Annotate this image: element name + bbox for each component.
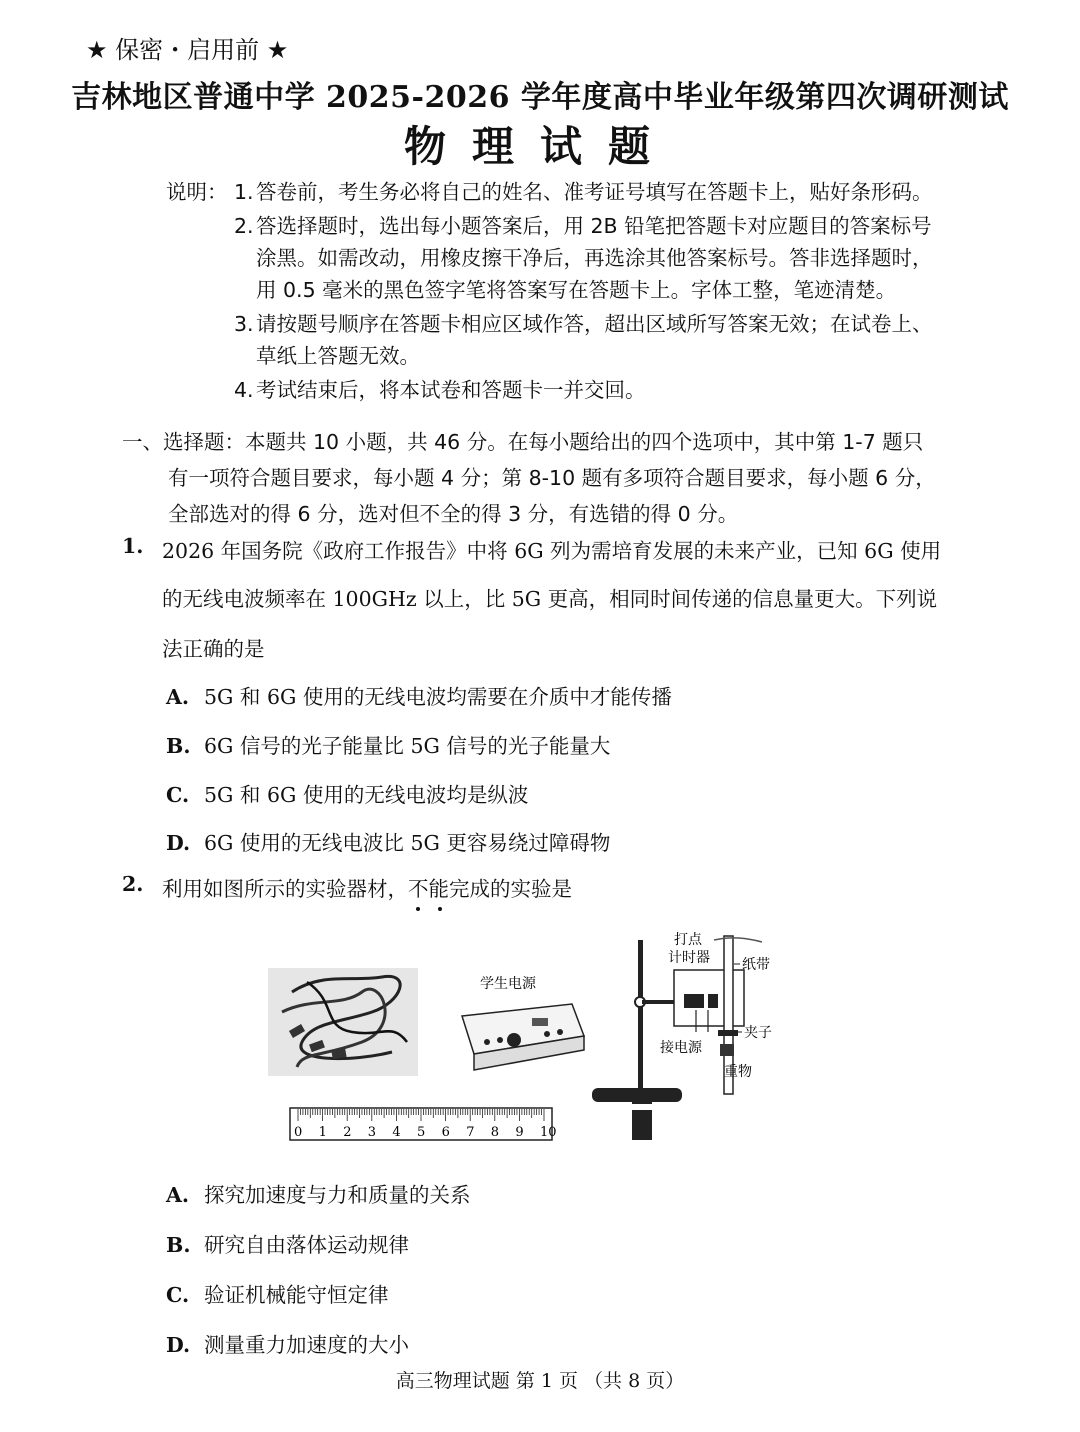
instruction-text: 考试结束后，将本试卷和答题卡一并交回。 — [256, 378, 646, 402]
ruler-tick-label: 5 — [417, 1125, 426, 1140]
instructions-lead: 说明： — [166, 180, 228, 204]
option-a: A. 探究加速度与力和质量的关系 — [166, 1183, 471, 1207]
question-text: 的无线电波频率在 100GHz 以上，比 5G 更高，相同时间传递的信息量更大。下列说 — [162, 587, 938, 611]
power-connection-label: 接电源 — [660, 1040, 702, 1056]
ruler — [290, 1108, 557, 1140]
section-line: 一、选择题：本题共 10 小题，共 46 分。在每小题给出的四个选项中，其中第 1-7 题只 — [122, 430, 924, 454]
ruler-tick-label: 9 — [515, 1125, 524, 1140]
instruction-text: 答选择题时，选出每小题答案后，用 2B 铅笔把答题卡对应题目的答案标号 — [256, 214, 932, 238]
subject-title: 物理试题 — [403, 122, 676, 171]
question-number: 1. — [122, 534, 144, 558]
ruler-tick-label: 6 — [441, 1125, 450, 1140]
ruler-tick-label: 0 — [294, 1125, 303, 1140]
instruction-number: 3. — [234, 312, 254, 336]
section-line: 全部选对的得 6 分，选对但不全的得 3 分，有选错的得 0 分。 — [168, 502, 739, 526]
power-supply-image — [462, 975, 584, 1070]
instruction-number: 2. — [234, 214, 254, 238]
option-d: D. 6G 使用的无线电波比 5G 更容易绕过障碍物 — [166, 831, 611, 855]
question-text: 2026 年国务院《政府工作报告》中将 6G 列为需培育发展的未来产业，已知 6G 使用 — [162, 539, 942, 563]
option-d: D. 测量重力加速度的大小 — [166, 1333, 409, 1357]
weight-label: 重物 — [724, 1064, 752, 1080]
instruction-number: 1. — [234, 180, 254, 204]
option-c: C. 5G 和 6G 使用的无线电波均是纵波 — [166, 783, 529, 807]
paper-tape-label: 纸带 — [742, 957, 770, 973]
question-text: 法正确的是 — [162, 637, 265, 661]
page-footer: 高三物理试题 第 1 页 （共 8 页） — [395, 1370, 685, 1392]
question-text: 利用如图所示的实验器材，不能 完成的实验是 — [162, 872, 572, 902]
ruler-tick-label: 8 — [490, 1125, 500, 1140]
ruler-tick-label: 3 — [367, 1125, 377, 1140]
timer-label-line-2: 计时器 — [668, 950, 710, 966]
instruction-text: 草纸上答题无效。 — [256, 344, 420, 368]
section-heading — [122, 424, 982, 532]
section-line: 有一项符合题目要求，每小题 4 分；第 8-10 题有多项符合题目要求，每小题 6 分， — [168, 466, 936, 490]
apparatus-diagram — [262, 932, 802, 1142]
instruction-text: 涂黑。如需改动，用橡皮擦干净后，再选涂其他答案标号。答非选择题时， — [256, 246, 933, 270]
option-b: B. 6G 信号的光子能量比 5G 信号的光子能量大 — [166, 734, 611, 758]
option-a: A. 5G 和 6G 使用的无线电波均需要在介质中才能传播 — [166, 685, 672, 709]
ruler-tick-label: 4 — [392, 1125, 401, 1140]
ruler-tick-label: 1 — [318, 1125, 327, 1140]
instructions — [166, 176, 986, 406]
power-supply-label: 学生电源 — [480, 976, 536, 992]
ruler-tick-label: 7 — [466, 1125, 475, 1140]
emphasis-text: 不能 — [408, 877, 449, 901]
confidential-mark: ★ 保密・启用前 ★ — [86, 36, 289, 64]
instruction-text: 请按题号顺序在答题卡相应区域作答，超出区域所写答案无效；在试卷上、 — [256, 312, 933, 336]
instruction-text: 用 0.5 毫米的黑色签字笔将答案写在答题卡上。字体工整，笔迹清楚。 — [256, 278, 897, 302]
ruler-tick-label: 2 — [343, 1125, 352, 1140]
timer-assembly — [660, 932, 772, 1094]
timer-label-line-1: 打点 — [674, 932, 702, 948]
option-c: C. 验证机械能守恒定律 — [166, 1283, 389, 1307]
ruler-tick-label: 10 — [540, 1125, 557, 1140]
wires-image — [268, 968, 418, 1076]
instruction-text: 答卷前，考生务必将自己的姓名、准考证号填写在答题卡上，贴好条形码。 — [256, 180, 933, 204]
exam-title: 吉林地区普通中学 2025-2026 学年度高中毕业年级第四次调研测试 — [71, 80, 1009, 115]
experiment-figure — [262, 932, 802, 1142]
clip-label: 夹子 — [744, 1025, 772, 1041]
option-b: B. 研究自由落体运动规律 — [166, 1233, 409, 1257]
instruction-number: 4. — [234, 378, 254, 402]
question-number: 2. — [122, 872, 144, 896]
